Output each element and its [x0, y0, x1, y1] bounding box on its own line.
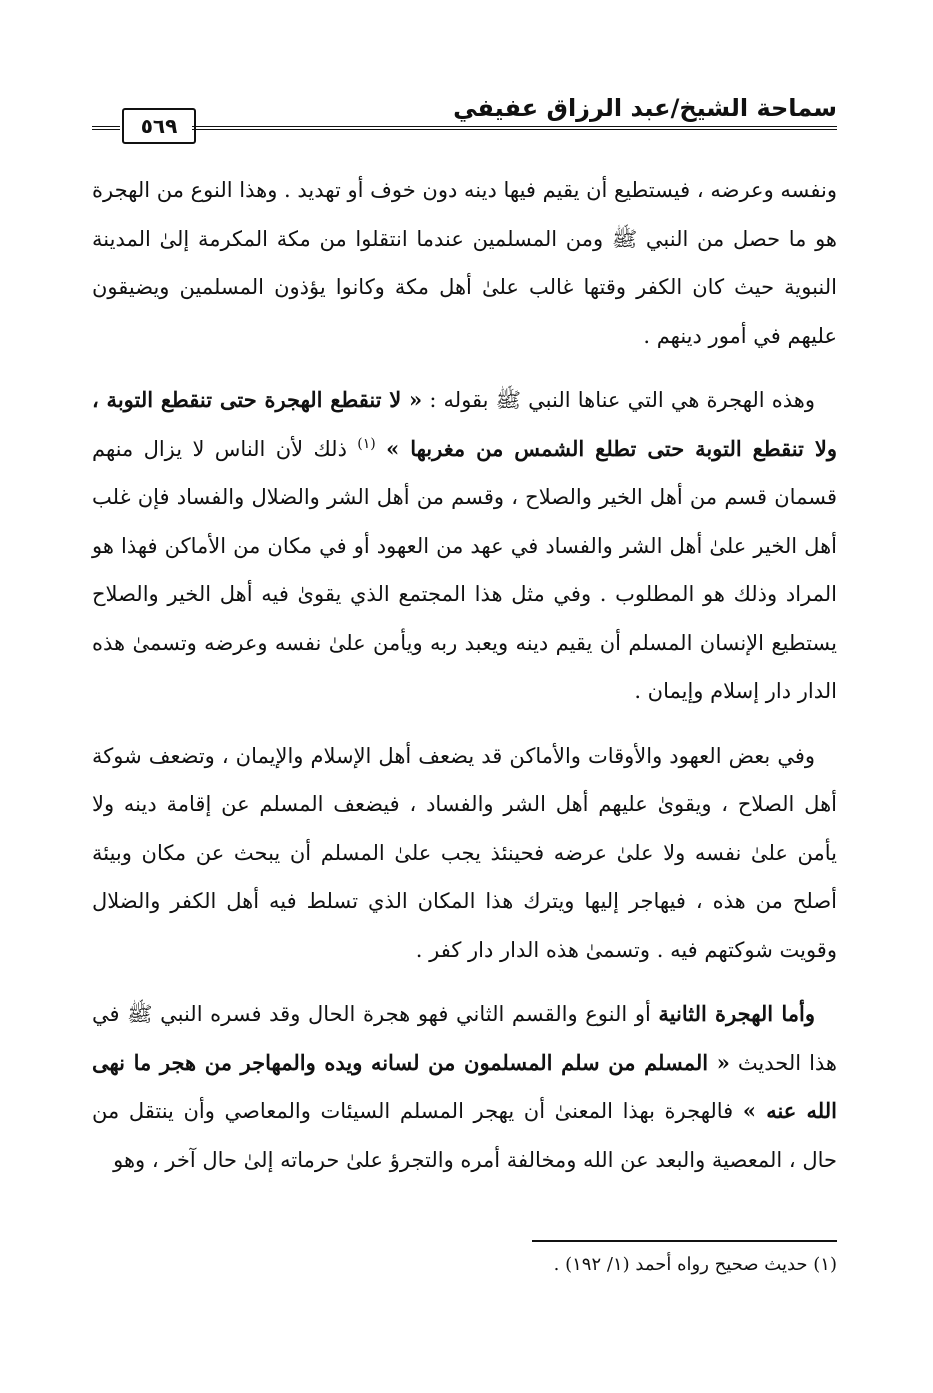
footnote-separator: [532, 1240, 837, 1242]
header-rule-left: [92, 126, 120, 130]
header-rule: [192, 126, 837, 130]
paragraph-4: [92, 990, 837, 1184]
running-title: سماحة الشيخ/عبد الرزاق عفيفي: [453, 94, 837, 122]
page-header: [92, 86, 837, 146]
page-number: ٥٦٩: [122, 108, 196, 144]
paragraph-2-rest: ذلك لأن الناس لا يزال منهم قسمان قسم من أهل الخير والصلاح ، وقسم من أهل الشر والضلال والفساد فإن غلب أهل الخير علىٰ أهل الشر والفساد في عهد من العهود أو في مكان من الأماكن فهذا هو المراد وذلك هو المطلوب . وفي مثل هذا المجتمع الذي يقوىٰ فيه أهل الخير والصلاح يستطيع الإنسان المسلم أن يقيم دينه ويعبد ربه ويأمن علىٰ نفسه وعرضه وتسمىٰ هذه الدار دار إسلام وإيمان .: [92, 436, 837, 703]
footnote-reference: (١): [357, 435, 376, 452]
paragraph-4-rest: فالهجرة بهذا المعنىٰ أن يهجر المسلم السيئات والمعاصي وأن ينتقل من حال ، المعصية والبعد عن الله ومخالفة أمره والتجرؤ علىٰ حرماته إلىٰ حال آخر ، وهو: [92, 1099, 837, 1172]
hadith-quote-1: « لا تنقطع الهجرة حتى تنقطع التوبة ، ولا تنقطع التوبة حتى تطلع الشمس من مغربها »: [92, 387, 837, 461]
footnote: (١) حديث صحيح رواه أحمد (١/ ١٩٢) .: [553, 1254, 837, 1275]
paragraph-4-start: أو النوع والقسم الثاني فهو هجرة الحال وقد فسره النبي ﷺ في هذا الحديث: [92, 1002, 837, 1075]
paragraph-2-start: وهذه الهجرة هي التي عناها النبي ﷺ بقوله :: [422, 388, 816, 412]
paragraph-4-heading: وأما الهجرة الثانية: [658, 1001, 815, 1026]
main-text: [92, 166, 837, 1200]
paragraph-2: [92, 376, 837, 716]
paragraph-3: وفي بعض العهود والأوقات والأماكن قد يضعف أهل الإسلام والإيمان ، وتضعف شوكة أهل الصلاح ، ويقوىٰ عليهم أهل الشر والفساد ، فيضعف المسلم عن إقامة دينه ولا يأمن علىٰ نفسه ولا علىٰ عرضه فحينئذ يجب علىٰ المسلم أن يبحث عن مكان وبيئة أصلح من هذه ، فيهاجر إليها ويترك هذا المكان الذي تسلط فيه أهل الكفر والضلال وقويت شوكتهم فيه . وتسمىٰ هذه الدار دار كفر .: [92, 743, 837, 962]
hadith-quote-2: « المسلم من سلم المسلمون من لسانه ويده والمهاجر من هجر ما نهى الله عنه »: [92, 1049, 837, 1123]
paragraph-1: ونفسه وعرضه ، فيستطيع أن يقيم فيها دينه دون خوف أو تهديد . وهذا النوع من الهجرة هو ما حصل من النبي ﷺ ومن المسلمين عندما انتقلوا من مكة المكرمة إلىٰ المدينة النبوية حيث كان الكفر وقتها غالب علىٰ أهل مكة وكانوا يؤذون المسلمين ويضيقون عليهم في أمور دينهم .: [92, 178, 837, 348]
